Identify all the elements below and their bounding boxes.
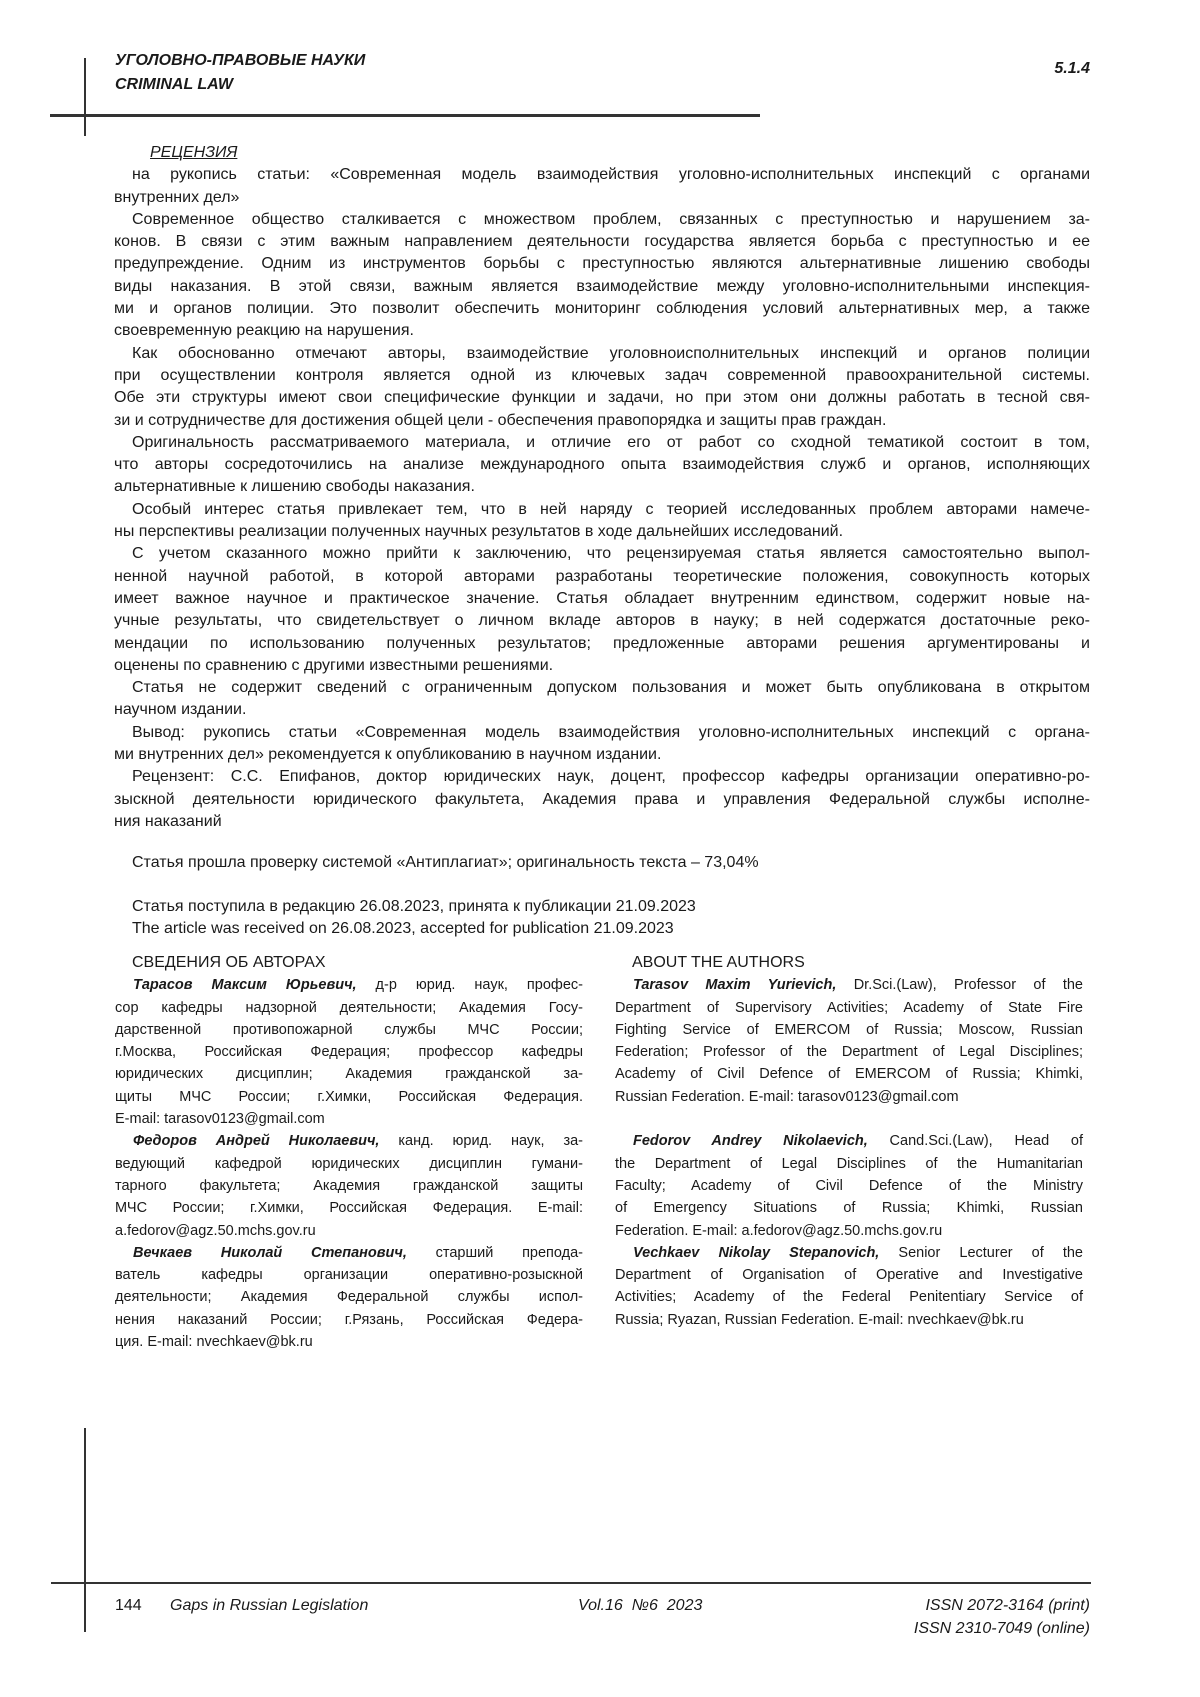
author-credentials: старший препода- (407, 1245, 583, 1261)
author-entry-first-line (115, 1130, 583, 1152)
review-paragraph-line: Статья не содержит сведений с ограниченным допуском пользования и может быть опубликована в открытом (114, 677, 1090, 699)
page-number: 144 (115, 1595, 142, 1617)
author-entry-line: юридических дисциплин; Академия гражданской за- (115, 1063, 583, 1085)
review-paragraph-line: предупреждение. Одним из инструментов борьбы с преступностью являются альтернативные лишению свободы (114, 253, 1090, 275)
author-entry-line: ция. E-mail: nvechkaev@bk.ru (115, 1331, 583, 1353)
author-entry-line: г.Москва, Российская Федерация; профессор кафедры (115, 1041, 583, 1063)
review-paragraph-line: конов. В связи с этим важным направлением деятельности государства является борьба с преступностью и ее (114, 231, 1090, 253)
review-paragraph-line: Рецензент: С.С. Епифанов, доктор юридических наук, доцент, профессор кафедры организации оперативно-ро- (114, 766, 1090, 788)
review-paragraph-line: оценены по сравнению с другими известными решениями. (114, 655, 1090, 677)
author-name: Федоров Андрей Николаевич, (133, 1133, 379, 1149)
author-name: Тарасов Максим Юрьевич, (133, 977, 357, 993)
review-paragraph-line: научном издании. (114, 699, 1090, 721)
author-entry-line: Department of Organisation of Operative and Investigative (615, 1264, 1083, 1286)
author-entry-line: E-mail: tarasov0123@gmail.com (115, 1108, 583, 1130)
section-title-ru: УГОЛОВНО-ПРАВОВЫЕ НАУКИ (115, 50, 365, 72)
section-title-en: CRIMINAL LAW (115, 74, 233, 96)
review-paragraph-line: своевременную реакцию на нарушения. (114, 320, 1090, 342)
review-paragraph-line: на рукопись статьи: «Современная модель взаимодействия уголовно-исполнительных инспекций с органами (114, 164, 1090, 186)
issn-print: ISSN 2072-3164 (print) (925, 1595, 1090, 1617)
author-entry-first-line (115, 1242, 583, 1264)
review-paragraph-line: ми внутренних дел» рекомендуется к опубликованию в научном издании. (114, 744, 1090, 766)
review-paragraph-line: Как обоснованно отмечают авторы, взаимодействие уголовноисполнительных инспекций и органов полиции (114, 343, 1090, 365)
review-paragraph-line: мендации по использованию полученных результатов; предложенные авторами решения аргументированы и (114, 633, 1090, 655)
author-spacer (615, 1108, 1083, 1130)
authors-en-heading: ABOUT THE AUTHORS (615, 952, 1083, 974)
author-credentials: канд. юрид. наук, за- (379, 1133, 583, 1149)
antiplagiat-note: Статья прошла проверку системой «Антиплагиат»; оригинальность текста – 73,04% (132, 852, 759, 874)
author-entry-line: the Department of Legal Disciplines of the Humanitarian (615, 1153, 1083, 1175)
author-entry-line: МЧС России; г.Химки, Российская Федерация. E-mail: (115, 1197, 583, 1219)
author-credentials: Cand.Sci.(Law), Head of (868, 1133, 1083, 1149)
author-entry-line: a.fedorov@agz.50.mchs.gov.ru (115, 1220, 583, 1242)
review-paragraph-line: внутренних дел» (114, 187, 1090, 209)
author-entry-line: тарного факультета; Академия гражданской защиты (115, 1175, 583, 1197)
review-paragraph-line: С учетом сказанного можно прийти к заключению, что рецензируемая статья является самостоятельно выпол- (114, 543, 1090, 565)
review-paragraph-line: Вывод: рукопись статьи «Современная модель взаимодействия уголовно-исполнительных инспекций с органа- (114, 722, 1090, 744)
review-paragraph-line: Оригинальность рассматриваемого материала, и отличие его от работ со сходной тематикой состоит в том, (114, 432, 1090, 454)
author-entry-line: Russian Federation. E-mail: tarasov0123@gmail.com (615, 1086, 1083, 1108)
author-credentials: д-р юрид. наук, профес- (357, 977, 583, 993)
author-entry-line: нения наказаний России; г.Рязань, Российская Федера- (115, 1309, 583, 1331)
review-paragraph-line: что авторы сосредоточились на анализе международного опыта взаимодействия служб и органов, исполняющих (114, 454, 1090, 476)
author-entry-first-line (615, 1130, 1083, 1152)
author-name: Вечкаев Николай Степанович, (133, 1245, 407, 1261)
authors-ru-column (115, 952, 583, 1353)
author-entry-line: щиты МЧС России; г.Химки, Российская Федерация. (115, 1086, 583, 1108)
author-entry-line: Federation; Professor of the Department of Legal Disciplines; (615, 1041, 1083, 1063)
section-code: 5.1.4 (1054, 58, 1090, 80)
footer-horizontal-rule (51, 1582, 1091, 1584)
author-name: Fedorov Andrey Nikolaevich, (633, 1133, 868, 1149)
issue-info: Vol.16 №6 2023 (578, 1595, 702, 1617)
author-entry-line: сор кафедры надзорной деятельности; Академия Госу- (115, 997, 583, 1019)
review-heading: РЕЦЕНЗИЯ (114, 142, 1090, 164)
author-entry-first-line (615, 1242, 1083, 1264)
header-horizontal-rule (50, 114, 760, 117)
received-date-ru: Статья поступила в редакцию 26.08.2023, принята к публикации 21.09.2023 (132, 896, 696, 918)
author-entry-line: дарственной противопожарной службы МЧС России; (115, 1019, 583, 1041)
received-date-en: The article was received on 26.08.2023, accepted for publication 21.09.2023 (132, 918, 674, 940)
review-paragraph-line: зыскной деятельности юридического факультета, Академия права и управления Федеральной службы исполне- (114, 789, 1090, 811)
review-paragraph-line: имеет важное научное и практическое значение. Статья обладает внутренним единством, содержит новые на- (114, 588, 1090, 610)
author-entry-line: Activities; Academy of the Federal Penitentiary Service of (615, 1286, 1083, 1308)
review-paragraph-line: ны перспективы реализации полученных научных результатов в ходе дальнейших исследований. (114, 521, 1090, 543)
review-paragraph-line: Особый интерес статья привлекает тем, что в ней наряду с теорией исследованных проблем авторами намече- (114, 499, 1090, 521)
header-vertical-rule (84, 58, 86, 136)
journal-name: Gaps in Russian Legislation (170, 1595, 368, 1617)
review-paragraph-line: ния наказаний (114, 811, 1090, 833)
author-name: Vechkaev Nikolay Stepanovich, (633, 1245, 879, 1261)
review-body (114, 142, 1090, 833)
author-entry-line: деятельности; Академия Федеральной службы испол- (115, 1286, 583, 1308)
author-entry-line: Academy of Civil Defence of EMERCOM of Russia; Khimki, (615, 1063, 1083, 1085)
author-entry-line: of Emergency Situations of Russia; Khimki, Russian (615, 1197, 1083, 1219)
issn-online: ISSN 2310-7049 (online) (914, 1618, 1090, 1640)
review-paragraph-line: зи и сотрудничестве для достижения общей цели - обеспечения правопорядка и защиты прав граждан. (114, 410, 1090, 432)
author-entry-line: Federation. E-mail: a.fedorov@agz.50.mchs.gov.ru (615, 1220, 1083, 1242)
authors-ru-heading: СВЕДЕНИЯ ОБ АВТОРАХ (115, 952, 583, 974)
review-paragraph-line: ненной научной работой, в которой авторами разработаны теоретические положения, совокупность которых (114, 566, 1090, 588)
author-entry-first-line (115, 974, 583, 996)
review-paragraph-line: ми и органов полиции. Это позволит обеспечить мониторинг соблюдения условий альтернативных мер, а также (114, 298, 1090, 320)
author-credentials: Senior Lecturer of the (879, 1245, 1083, 1261)
authors-en-column (615, 952, 1083, 1331)
author-entry-line: Fighting Service of EMERCOM of Russia; Moscow, Russian (615, 1019, 1083, 1041)
review-paragraph-line: учные результаты, что свидетельствует о личном вкладе авторов в науку; в ней содержатся достаточные реко- (114, 610, 1090, 632)
author-entry-line: Russia; Ryazan, Russian Federation. E-mail: nvechkaev@bk.ru (615, 1309, 1083, 1331)
author-entry-line: Department of Supervisory Activities; Academy of State Fire (615, 997, 1083, 1019)
author-entry-first-line (615, 974, 1083, 996)
footer-vertical-rule (84, 1428, 86, 1632)
author-credentials: Dr.Sci.(Law), Professor of the (836, 977, 1083, 993)
review-paragraph-line: Современное общество сталкивается с множеством проблем, связанных с преступностью и нарушением за- (114, 209, 1090, 231)
review-paragraph-line: при осуществлении контроля является одной из ключевых задач современной правоохранительной системы. (114, 365, 1090, 387)
author-name: Tarasov Maxim Yurievich, (633, 977, 836, 993)
review-paragraph-line: виды наказания. В этой связи, важным является взаимодействие между уголовно-исполнительными инспекция- (114, 276, 1090, 298)
review-paragraph-line: Обе эти структуры имеют свои специфические функции и задачи, но при этом они должны работать в тесной свя- (114, 387, 1090, 409)
author-entry-line: ватель кафедры организации оперативно-розыскной (115, 1264, 583, 1286)
author-entry-line: Faculty; Academy of Civil Defence of the Ministry (615, 1175, 1083, 1197)
review-paragraph-line: альтернативные к лишению свободы наказания. (114, 476, 1090, 498)
author-entry-line: ведующий кафедрой юридических дисциплин гумани- (115, 1153, 583, 1175)
